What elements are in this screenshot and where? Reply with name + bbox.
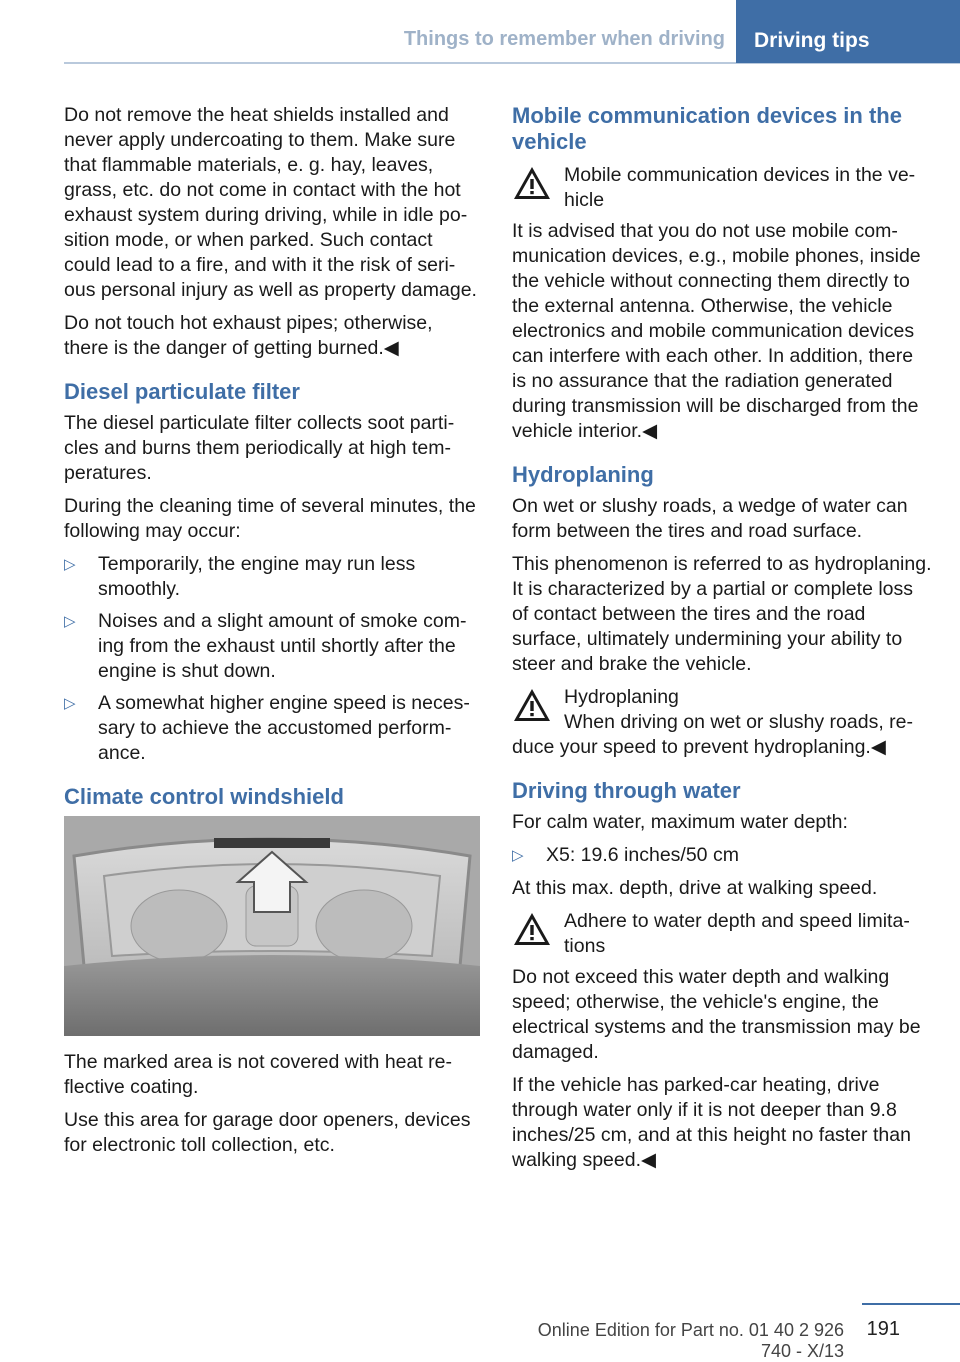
windshield-illustration [64, 816, 480, 1036]
paragraph: If the vehicle has parked-car heating, drive through water only if it is not deeper than 9.8 inches/25 cm, and at this height no faster than walking speed.◀ [512, 1074, 911, 1171]
paragraph: It is advised that you do not use mobile communication devices, e.g., mobile phones, inside the vehicle without connecting them directly to the external antenna. Otherwise, the vehicle electronics and mobile communication devices can interfere with each other. In addition, there is no assurance that the radiation generated during transmission will be discharged from the vehicle interior.◀ [512, 220, 921, 442]
warning-body: When driving on wet or slushy roads, reduce your speed to prevent hydroplaning.◀ [512, 711, 913, 758]
bullet-triangle-icon: ▷ [512, 847, 524, 864]
paragraph: Do not remove the heat shields installed and never apply undercoating to them. Make sure that flammable materials, e. g. hay, leaves, grass, etc. do not come in contact with the hot exhaust system during driving, while in idle position mode, or when parked. Such contact could lead to a fire, and with it the risk of serious personal injury as well as property damage. [64, 104, 477, 301]
windshield-photo [64, 816, 480, 1036]
warning-triangle-icon [512, 165, 552, 201]
paragraph: This phenomenon is referred to as hydroplaning. It is characterized by a partial or complete loss of contact between the tires and the road surface, ultimately undermining your ability to steer and brake the vehicle. [512, 553, 932, 675]
paragraph: The marked area is not covered with heat reflective coating. [64, 1051, 453, 1098]
warning-triangle-icon [512, 911, 552, 947]
warning-note [512, 909, 932, 959]
list-item: ▷ Noises and a slight amount of smoke coming from the exhaust until shortly after the engine is shut down. [64, 610, 467, 682]
section-heading-mobile-devices: Mobile communication devices in the vehicle [512, 103, 902, 154]
warning-note [512, 163, 932, 213]
list-item: ▷ A somewhat higher engine speed is necessary to achieve the accustomed performance. [64, 692, 470, 764]
paragraph: Use this area for garage door openers, devices for electronic toll collection, etc. [64, 1109, 471, 1156]
paragraph: Do not exceed this water depth and walking speed; otherwise, the vehicle's engine, the electrical systems and the transmission may be damaged. [512, 966, 921, 1063]
paragraph: At this max. depth, drive at walking speed. [512, 877, 878, 899]
bullet-triangle-icon: ▷ [64, 695, 76, 712]
paragraph: Do not touch hot exhaust pipes; otherwise, there is the danger of getting burned.◀ [64, 312, 433, 359]
paragraph: For calm water, maximum water depth: [512, 811, 848, 833]
header-section-title: Things to remember when driving [403, 28, 725, 50]
bullet-list [64, 552, 480, 766]
warning-title: Mobile communication devices in the vehicle [564, 164, 916, 211]
list-item: ▷ X5: 19.6 inches/50 cm [512, 844, 739, 866]
bullet-list [512, 843, 932, 868]
footer-rule [862, 1303, 960, 1305]
warning-title: Hydroplaning [564, 686, 679, 708]
section-heading-climate-windshield: Climate control windshield [64, 784, 344, 809]
paragraph: During the cleaning time of several minutes, the following may occur: [64, 495, 476, 542]
left-column [64, 103, 480, 1166]
section-heading-diesel-filter: Diesel particulate filter [64, 379, 300, 404]
page-number: 191 [866, 1318, 900, 1340]
bullet-triangle-icon: ▷ [64, 556, 76, 573]
footer-edition: Online Edition for Part no. 01 40 2 926 740 - X/13 [537, 1320, 844, 1361]
warning-note [512, 685, 932, 760]
list-item: ▷ Temporarily, the engine may run less smoothly. [64, 553, 416, 600]
right-column [512, 103, 932, 1181]
warning-title: Adhere to water depth and speed limitations [564, 910, 910, 957]
section-heading-driving-through-water: Driving through water [512, 778, 741, 803]
paragraph: On wet or slushy roads, a wedge of water can form between the tires and road surface. [512, 495, 908, 542]
section-heading-hydroplaning: Hydroplaning [512, 462, 654, 487]
bullet-triangle-icon: ▷ [64, 613, 76, 630]
header-chapter-tab: Driving tips [736, 0, 960, 63]
warning-triangle-icon [512, 687, 552, 723]
paragraph: The diesel particulate filter collects soot particles and burns them periodically at high temperatures. [64, 412, 455, 484]
